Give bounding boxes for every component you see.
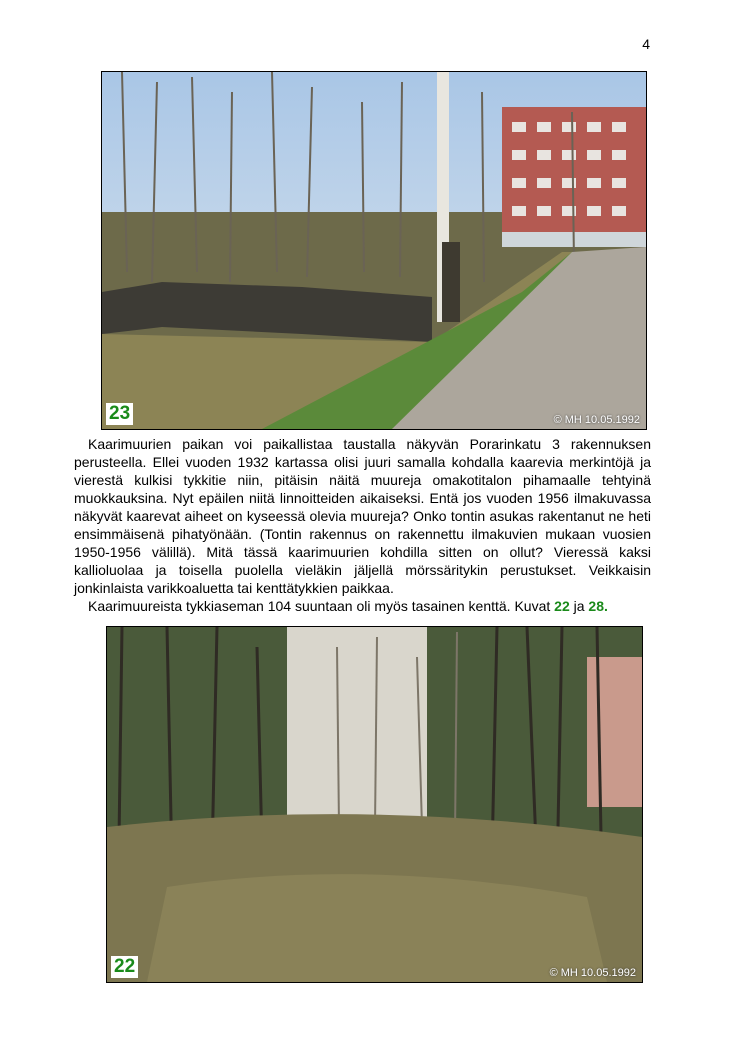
photo-number: 23 — [106, 403, 133, 425]
conjunction: ja — [569, 598, 589, 614]
paragraph: Kaarimuurien paikan voi paikallistaa taustalla näkyvän Porarinkatu 3 rakennuksen perusteella. Ellei vuoden 1932 kartassa olisi juuri samalla kohdalla kaarevia merkintöjä ja vierestä kulkisi tykkitie niin, pitäisin näitä muureja omakotitalon pihamaalle tehtyinä muokkauksina. Nyt epäilen niitä linnoitteiden aikaiseksi. Entä jos vuoden 1956 ilmakuvassa näkyvät kaarevat aiheet on kyseessä olevia muureja? Onko tontin asukas rakentanut ne heti ensimmäisenä pihatyönään. (Tontin rakennus on rakennettu ilmakuvien mukaan vuosien 1950-1956 välillä). Mitä tässä kaarimuurien kohdilla sitten on ollut? Vieressä kaksi kallioluolaa ja toisella puolella vieläkin jäljellä mörssäritykin perustukset. Veikkaisin jonkinlaista varikkoaluetta tai kenttätykkien paikkaa. — [74, 436, 651, 596]
photo-copyright: © MH 10.05.1992 — [553, 414, 640, 426]
paragraph-text: Kaarimuureista tykkiaseman 104 suuntaan oli myös tasainen kenttä. Kuvat — [88, 598, 555, 614]
body-text — [74, 435, 651, 615]
photo-22-forest-field — [106, 626, 643, 983]
photo-reference: 22 — [554, 598, 570, 614]
photo-number: 22 — [111, 956, 138, 978]
paragraph — [74, 597, 651, 615]
page-number: 4 — [642, 36, 650, 52]
photo-reference: 28. — [588, 598, 608, 614]
photo-23-stone-wall — [101, 71, 647, 430]
photo-copyright: © MH 10.05.1992 — [549, 967, 636, 979]
